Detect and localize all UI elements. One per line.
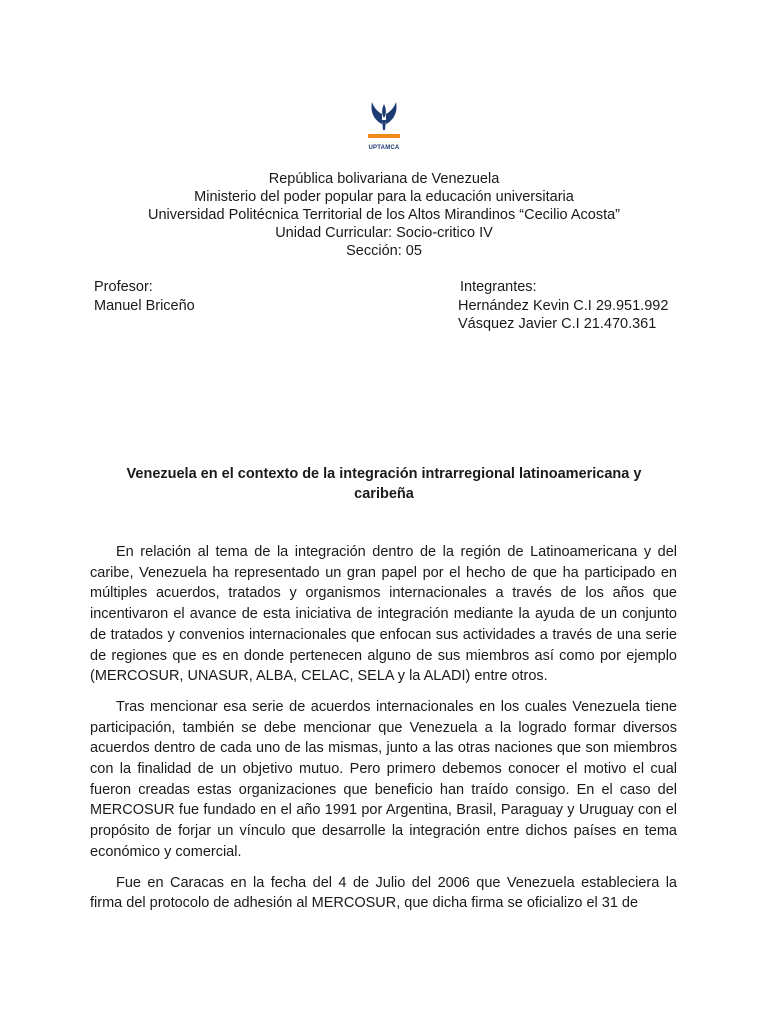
professor-label: Profesor: [94, 279, 153, 295]
essay-title: Venezuela en el contexto de la integración intrarregional latinoamericana y caribeña [126, 466, 642, 502]
header-line-course: Unidad Curricular: Socio-critico IV [275, 225, 493, 241]
body-paragraph: En relación al tema de la integración dentro de la región de Latinoamericana y del caribe, Venezuela ha representado un gran papel por el hecho de que ha participado en múltiples acuerdos, tratados y organismos internacionales a través de los años que incentivaron el avance de esta iniciativa de integración mediante la ayuda de un conjunto de tratados y convenios internacionales que enfocan sus actividades a través de una serie de regiones que es en donde pertenecen alguno de sus miembros así como por ejemplo (MERCOSUR, UNASUR, ALBA, CELAC, SELA y la ALADI) entre otros. [90, 544, 677, 685]
professor-block [94, 278, 195, 315]
member-item: Hernández Kevin C.I 29.951.992 [458, 297, 669, 314]
header-line-section: Sección: 05 [346, 243, 422, 259]
logo-text: UPTAMCA [368, 145, 400, 151]
header-line-university: Universidad Politécnica Territorial de los Altos Mirandinos “Cecilio Acosta” [148, 207, 620, 223]
body-paragraph: Tras mencionar esa serie de acuerdos internacionales en los cuales Venezuela tiene participación, también se debe mencionar que Venezuela a la logrado formar diversos acuerdos dentro de cada uno de las mismas, junto a las otras naciones que son miembros con la finalidad de un objetivo mutuo. Pero primero debemos conocer el motivo el cual fueron creadas estas organizaciones que beneficio han traído consigo. En el caso del MERCOSUR fue fundado en el año 1991 por Argentina, Brasil, Paraguay y Uruguay con el propósito de forjar un vínculo que desarrolle la integración entre dichos países en tema económico y comercial. [90, 698, 677, 860]
professor-name: Manuel Briceño [94, 297, 195, 314]
university-logo [362, 98, 406, 154]
members-label: Integrantes: [460, 279, 537, 295]
header-line-ministry: Ministerio del poder popular para la educación universitaria [194, 189, 574, 205]
essay-body [90, 542, 677, 924]
members-block [458, 278, 668, 334]
institution-header [0, 170, 768, 260]
logo-emblem-icon [362, 98, 406, 144]
member-item: Vásquez Javier C.I 21.470.361 [458, 316, 657, 332]
header-line-country: República bolivariana de Venezuela [268, 171, 500, 187]
body-paragraph: Fue en Caracas en la fecha del 4 de Julio del 2006 que Venezuela estableciera la firma del protocolo de adhesión al MERCOSUR, que dicha firma se oficializo el 31 de [90, 874, 677, 912]
